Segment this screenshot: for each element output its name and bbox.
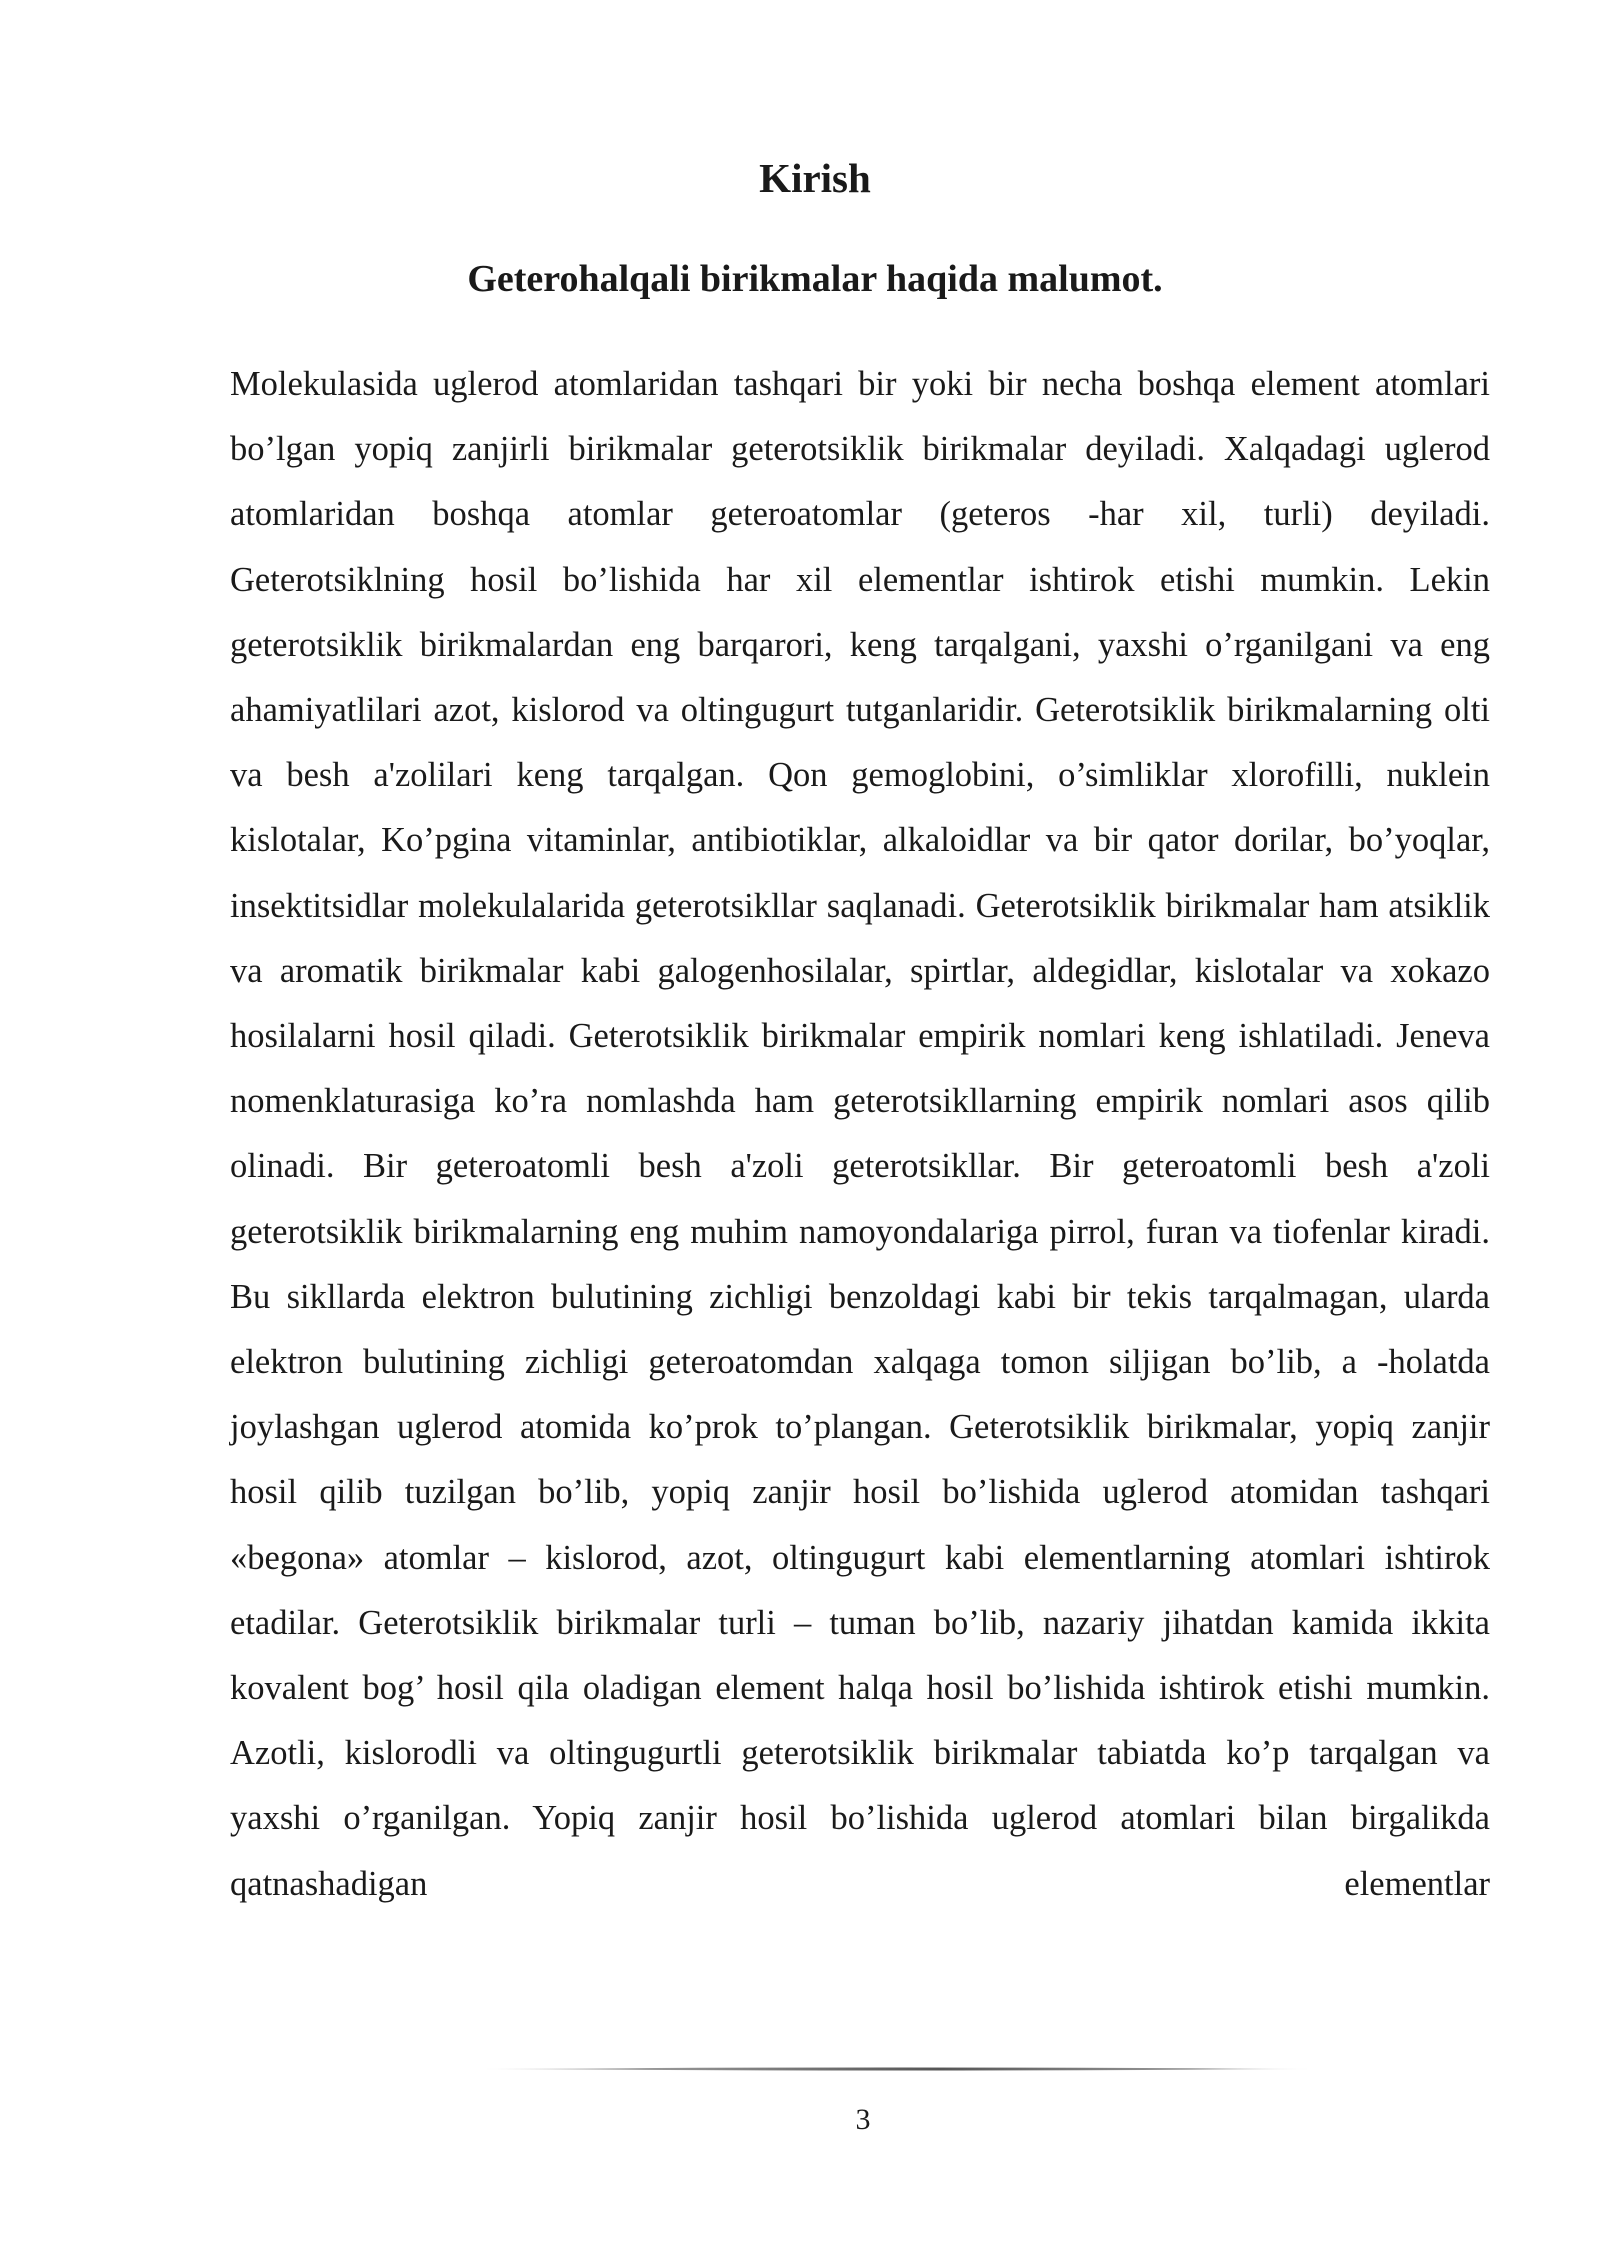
body-paragraph: Molekulasida uglerod atomlaridan tashqari bir yoki bir necha boshqa element atomlari bo’lgan yopiq zanjirli birikmalar geterotsiklik birikmalar deyiladi. Xalqadagi uglerod atomlaridan boshqa atomlar geteroatomlar (geteros -har xil, turli) deyiladi. Geterotsiklning hosil bo’lishida har xil elementlar ishtirok etishi mumkin. Lekin geterotsiklik birikmalardan eng barqarori, keng tarqalgani, yaxshi o’rganilgani va eng ahamiyatlilari azot, kislorod va oltingugurt tutganlaridir. Geterotsiklik birikmalarning olti va besh a'zolilari keng tarqalgan. Qon gemoglobini, o’simliklar xlorofilli, nuklein kislotalar, Ko’pgina vitaminlar, antibiotiklar, alkaloidlar va bir qator dorilar, bo’yoqlar, insektitsidlar molekulalarida geterotsikllar saqlanadi. Geterotsiklik birikmalar ham atsiklik va aromatik birikmalar kabi galogenhosilalar, spirtlar, aldegidlar, kislotalar va xokazo hosilalarni hosil qiladi. Geterotsiklik birikmalar empirik nomlari keng ishlatiladi. Jeneva nomenklaturasiga ko’ra nomlashda ham geterotsikllarning empirik nomlari asos qilib olinadi. Bir geteroatomli besh a'zoli geterotsikllar. Bir geteroatomli besh a'zoli geterotsiklik birikmalarning eng muhim namoyondalariga pirrol, furan va tiofenlar kiradi. Bu sikllarda elektron bulutining zichligi benzoldagi kabi bir tekis tarqalmagan, ularda elektron bulutining zichligi geteroatomdan xalqaga tomon siljigan bo’lib, a -holatda joylashgan uglerod atomida ko’prok to’plangan. Geterotsiklik birikmalar, yopiq zanjir hosil qilib tuzilgan bo’lib, yopiq zanjir hosil bo’lishida uglerod atomidan tashqari «begona» atomlar – kislorod, azot, oltingugurt kabi elementlarning atomlari ishtirok etadilar. Geterotsiklik birikmalar turli – tuman bo’lib, nazariy jihatdan kamida ikkita kovalent bog’ hosil qila oladigan element halqa hosil bo’lishida ishtirok etishi mumkin. Azotli, kislorodli va oltingugurtli geterotsiklik birikmalar tabiatda ko’p tarqalgan va yaxshi o’rganilgan. Yopiq zanjir hosil bo’lishida uglerod atomlari bilan birgalikda qatnashadigan elementlar [230, 365, 1490, 1903]
footer-divider [480, 2066, 1315, 2072]
footer-divider-line [480, 2066, 1315, 2072]
section-heading: Geterohalqali birikmalar haqida malumot. [467, 258, 1163, 300]
page-number: 3 [855, 2103, 871, 2136]
page-title: Kirish [759, 155, 871, 201]
